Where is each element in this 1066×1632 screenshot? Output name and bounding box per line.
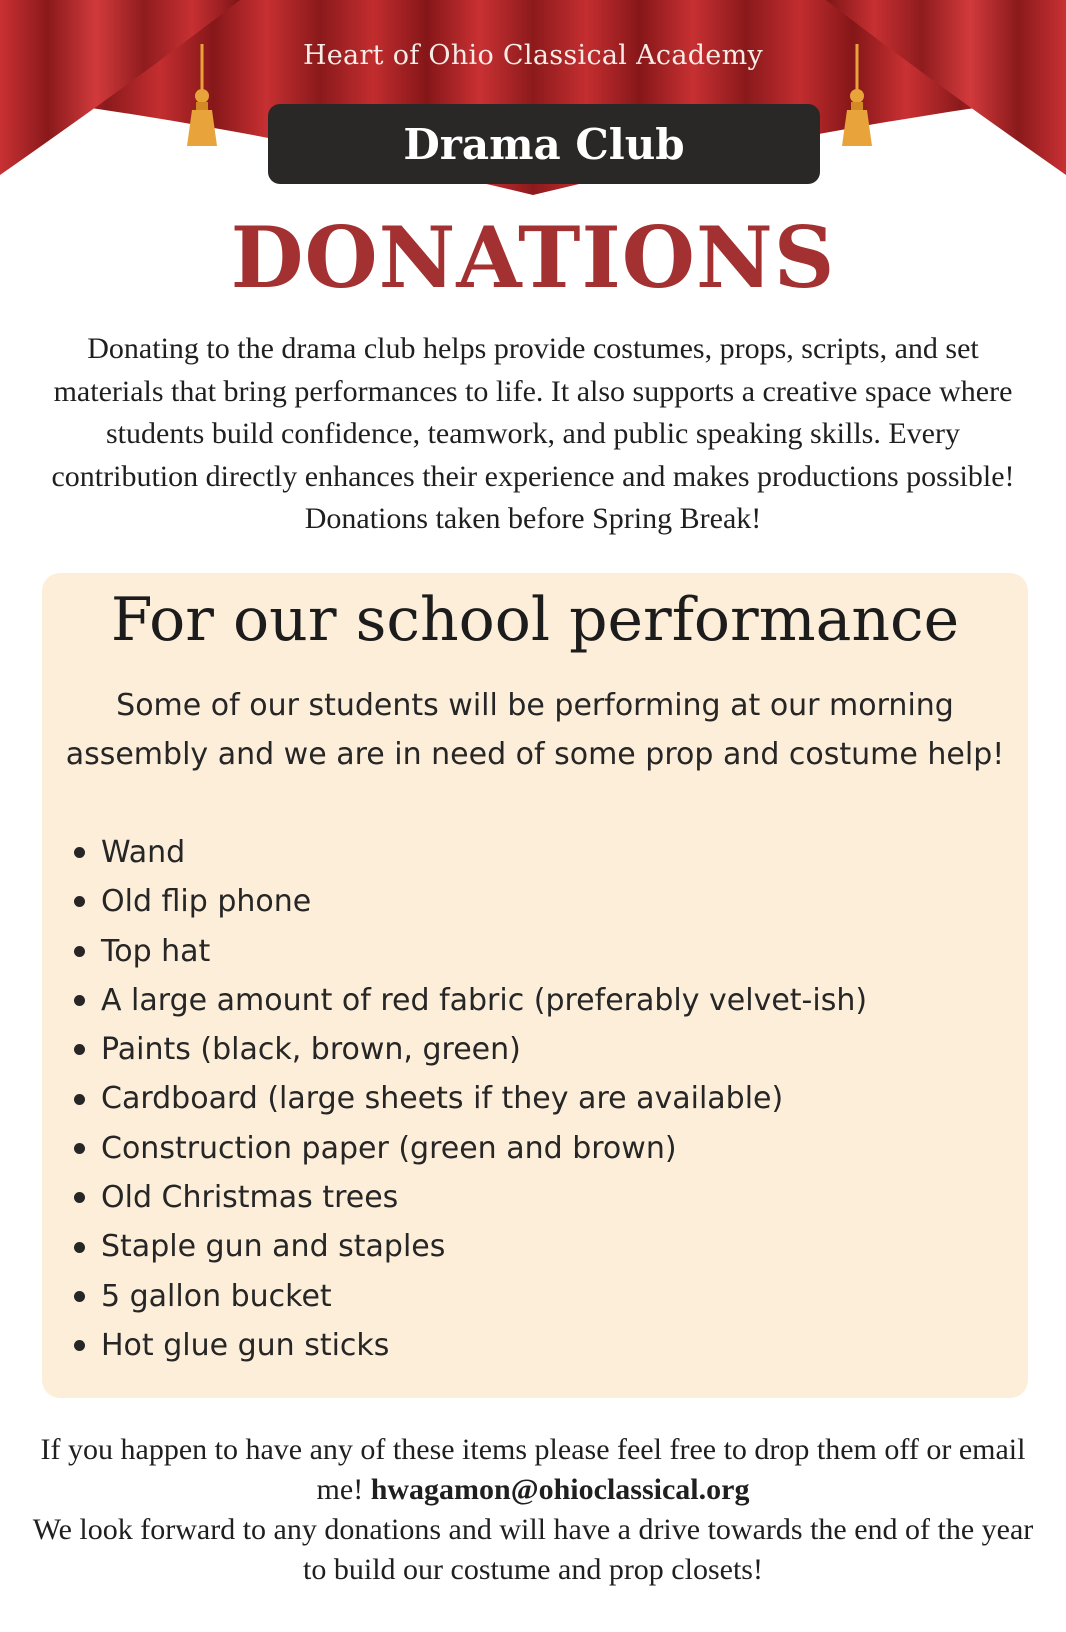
card-title: For our school performance: [110, 585, 960, 655]
list-item-label: Hot glue gun sticks: [101, 1327, 390, 1363]
list-item-label: Wand: [101, 835, 186, 870]
bullet-icon: [74, 1242, 85, 1253]
list-item-label: Cardboard (large sheets if they are available): [101, 1081, 784, 1117]
list-item: [70, 828, 867, 877]
list-item-label: 5 gallon bucket: [101, 1278, 332, 1314]
list-item: [70, 1222, 867, 1271]
list-item-label: Top hat: [101, 933, 211, 969]
bullet-icon: [74, 896, 85, 907]
page-title: DONATIONS: [230, 208, 836, 307]
bullet-icon: [74, 1044, 85, 1055]
bullet-icon: [74, 1192, 85, 1203]
list-item: [70, 1074, 867, 1123]
list-item: [70, 1321, 867, 1370]
intro-paragraph: Donating to the drama club helps provide costumes, props, scripts, and set materials that bring performances to life. It also supports a creative space where students build confidence, teamwork, and public speaking skills. Every contribution directly enhances their experience and makes productions possible! Donations taken before Spring Break!: [51, 332, 1015, 535]
list-item-label: Construction paper (green and brown): [101, 1130, 677, 1166]
list-item: [70, 927, 867, 976]
bullet-icon: [74, 1291, 85, 1302]
card-intro: Some of our students will be performing at our morning assembly and we are in need of some prop and costume help!: [65, 688, 1005, 772]
bullet-icon: [74, 946, 85, 957]
needed-items-list: [70, 828, 867, 1370]
list-item: [70, 1025, 867, 1074]
contact-email-link[interactable]: hwagamon@ohioclassical.org: [370, 1473, 750, 1506]
bullet-icon: [74, 1094, 85, 1105]
footer-line-1: If you happen to have any of these items please feel free to drop them off or email me!: [40, 1433, 1026, 1506]
club-name: Drama Club: [403, 119, 685, 169]
list-item: [70, 1124, 867, 1173]
footer-line-2: We look forward to any donations and will have a drive towards the end of the year to build our costume and prop closets!: [32, 1513, 1034, 1586]
list-item-label: A large amount of red fabric (preferably velvet-ish): [101, 982, 868, 1018]
school-name: Heart of Ohio Classical Academy: [302, 40, 764, 71]
bullet-icon: [74, 1340, 85, 1351]
bullet-icon: [74, 995, 85, 1006]
list-item: [70, 1173, 867, 1222]
bullet-icon: [74, 1143, 85, 1154]
list-item: [70, 1272, 867, 1321]
bullet-icon: [74, 847, 85, 858]
list-item-label: Old flip phone: [101, 884, 312, 920]
list-item: [70, 976, 867, 1025]
list-item: [70, 877, 867, 926]
list-item-label: Old Christmas trees: [101, 1180, 399, 1216]
performance-card: [42, 573, 1028, 1398]
list-item-label: Staple gun and staples: [101, 1229, 446, 1265]
footer-message: [20, 1430, 1046, 1590]
club-name-banner: [268, 104, 820, 184]
list-item-label: Paints (black, brown, green): [101, 1032, 521, 1068]
